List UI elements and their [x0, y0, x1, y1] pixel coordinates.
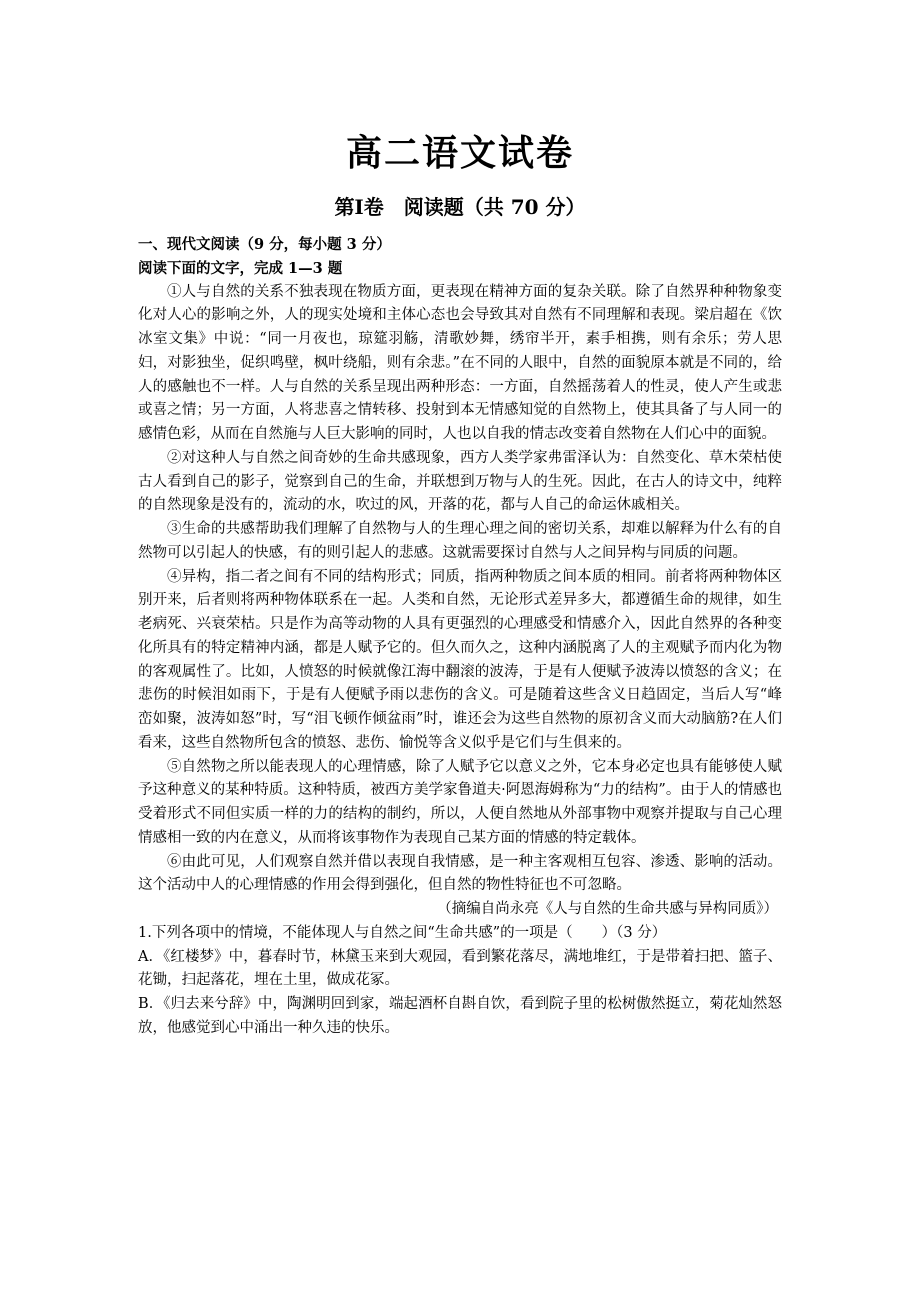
- passage-paragraph-4: ④异构，指二者之间有不同的结构形式；同质，指两种物质之间本质的相同。前者将两种物体区别开来，后者则将两种物体联系在一起。人类和自然，无论形式差异多大，都遵循生命的规律，如生老病死、兴衰荣枯。只是作为高等动物的人具有更强烈的心理感受和情感介入，因此自然界的各种变化所具有的特定精神内涵，都是人赋予它的。但久而久之，这种内涵脱离了人的主观赋予而内化为物的客观属性了。比如，人愤怒的时候就像江海中翻滚的波涛，于是有人便赋予波涛以愤怒的含义；在悲伤的时候泪如雨下，于是有人便赋予雨以悲伤的含义。可是随着这些含义日趋固定，当后人写“峰峦如聚，波涛如怒”时，写“泪飞顿作倾盆雨”时，谁还会为这些自然物的原初含义而大动脑筋?在人们看来，这些自然物所包含的愤怒、悲伤、愉悦等含义似乎是它们与生俱来的。: [138, 568, 782, 751]
- part-title: 第Ⅰ卷 阅读题（共 70 分）: [334, 195, 586, 219]
- question-1-stem: 1.下列各项中的情境，不能体现人与自然之间“生命共感”的一项是（ ）（3 分）: [138, 924, 667, 941]
- passage-paragraph-2: ②对这种人与自然之间奇妙的生命共感现象，西方人类学家弗雷泽认为：自然变化、草木荣枯使古人看到自己的影子，觉察到自己的生命，并联想到万物与人的生死。因此，在古人的诗文中，纯粹的自然现象是没有的，流动的水，吹过的风，开落的花，都与人自己的命运休戚相关。: [138, 449, 782, 514]
- section-heading: 一、现代文阅读（9 分，每小题 3 分）: [138, 236, 391, 253]
- question-1-option-a: A．《红楼梦》中，暮春时节，林黛玉来到大观园，看到繁花落尽，满地堆红，于是带着扫把、篮子、花锄，扫起落花，埋在土里，做成花冢。: [138, 948, 782, 989]
- question-1-option-b: B．《归去来兮辞》中，陶渊明回到家，端起酒杯自斟自饮，看到院子里的松树傲然挺立，菊花灿然怒放，他感觉到心中涌出一种久违的快乐。: [138, 996, 782, 1036]
- exam-content: [138, 233, 782, 1041]
- passage-source: （摘编自尚永亮《人与自然的生命共感与异构同质》）: [437, 901, 778, 917]
- passage-paragraph-3: ③生命的共感帮助我们理解了自然物与人的生理心理之间的密切关系，却难以解释为什么有的自然物可以引起人的快感，有的则引起人的悲感。这就需要探讨自然与人之间异构与同质的问题。: [138, 521, 782, 561]
- exam-title: 高二语文试卷: [345, 132, 574, 174]
- reading-instruction: 阅读下面的文字，完成 1—3 题: [138, 259, 343, 277]
- passage-paragraph-6: ⑥由此可见，人们观察自然并借以表现自我情感，是一种主客观相互包容、渗透、影响的活动。这个活动中人的心理情感的作用会得到强化，但自然的物性特征也不可忽略。: [138, 853, 782, 894]
- passage-paragraph-1: ①人与自然的关系不独表现在物质方面，更表现在精神方面的复杂关联。除了自然界种种物象变化对人心的影响之外，人的现实处境和主体心态也会导致其对自然有不同理解和表现。梁启超在《饮冰室文集》中说：“同一月夜也，琼筵羽觞，清歌妙舞，绣帘半开，素手相携，则有余乐；劳人思妇，对影独坐，促织鸣壁，枫叶绕船，则有余悲。”在不同的人眼中，自然的面貌原本就是不同的，给人的感触也不一样。人与自然的关系呈现出两种形态：一方面，自然摇荡着人的性灵，使人产生或悲或喜之情；另一方面，人将悲喜之情转移、投射到本无情感知觉的自然物上，使其具备了与人同一的感情色彩，从而在自然施与人巨大影响的同时，人也以自我的情志改变着自然物在人们心中的面貌。: [138, 283, 782, 442]
- passage-paragraph-5: ⑤自然物之所以能表现人的心理情感，除了人赋予它以意义之外，它本身必定也具有能够使人赋予这种意义的某种特质。这种特质，被西方美学家鲁道夫·阿恩海姆称为“力的结构”。由于人的情感也受着形式不同但实质一样的力的结构的制约，所以，人便自然地从外部事物中观察并提取与自己心理情感相一致的内在意义，从而将该事物作为表现自己某方面的情感的特定载体。: [138, 758, 782, 846]
